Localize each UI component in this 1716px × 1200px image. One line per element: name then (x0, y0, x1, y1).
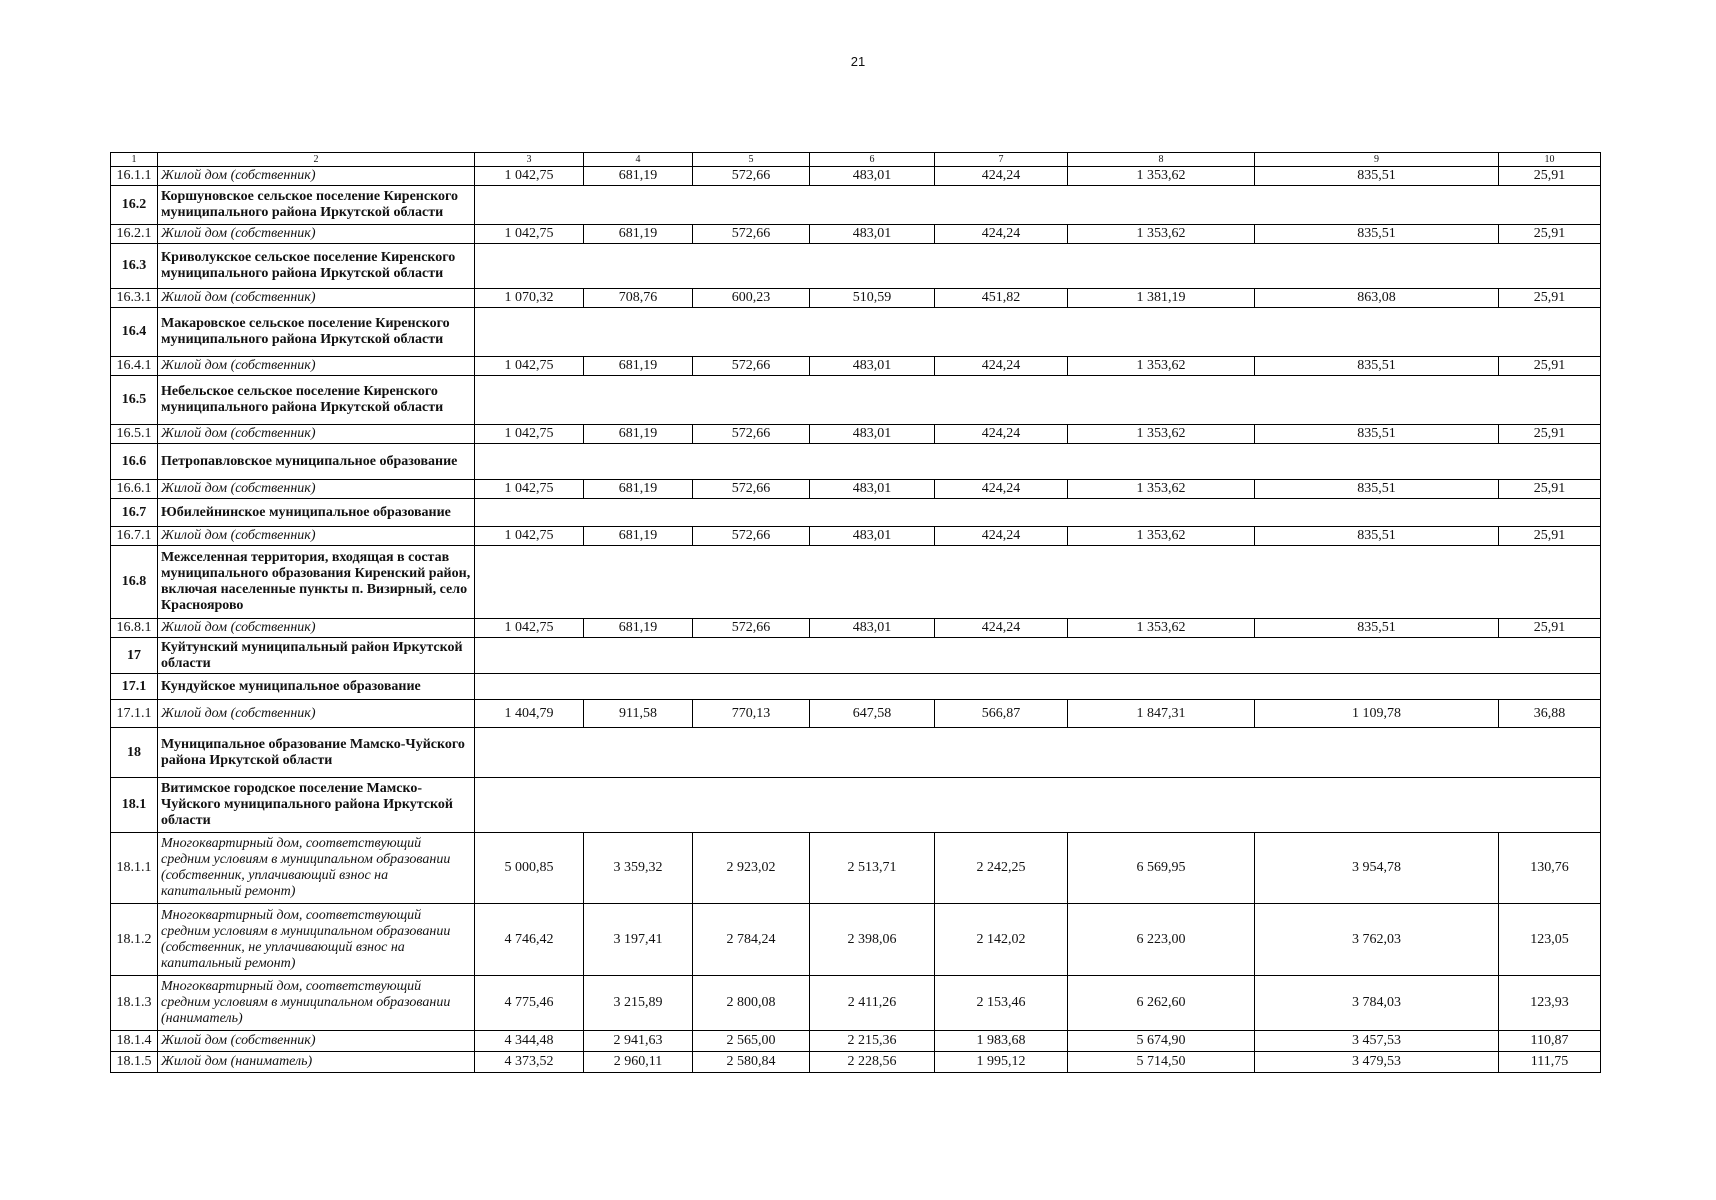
section-row (111, 444, 1601, 480)
housing-type: Жилой дом (собственник) (158, 425, 475, 444)
value-cell-col-6: 2 513,71 (810, 833, 935, 904)
value-cell-col-6: 2 228,56 (810, 1052, 935, 1073)
section-row (111, 546, 1601, 619)
section-name: Витимское городское поселение Мамско-Чуйского муниципального района Иркутской области (158, 778, 475, 833)
table-row (111, 904, 1601, 976)
section-filler (475, 308, 1601, 357)
row-number: 16.8.1 (111, 619, 158, 638)
value-cell-col-10: 123,05 (1499, 904, 1601, 976)
value-cell-col-3: 1 042,75 (475, 527, 584, 546)
table-row (111, 1052, 1601, 1073)
housing-type: Жилой дом (собственник) (158, 225, 475, 244)
value-cell-col-8: 1 353,62 (1068, 619, 1255, 638)
value-cell-col-7: 424,24 (935, 357, 1068, 376)
section-name: Коршуновское сельское поселение Киренского муниципального района Иркутской области (158, 186, 475, 225)
value-cell-col-9: 863,08 (1255, 289, 1499, 308)
value-cell-col-10: 25,91 (1499, 167, 1601, 186)
housing-type: Жилой дом (собственник) (158, 167, 475, 186)
section-filler (475, 244, 1601, 289)
value-cell-col-3: 1 042,75 (475, 425, 584, 444)
value-cell-col-5: 572,66 (693, 619, 810, 638)
value-cell-col-10: 25,91 (1499, 619, 1601, 638)
section-filler (475, 376, 1601, 425)
value-cell-col-3: 1 042,75 (475, 480, 584, 499)
value-cell-col-7: 424,24 (935, 619, 1068, 638)
value-cell-col-3: 1 042,75 (475, 357, 584, 376)
row-number: 16.1.1 (111, 167, 158, 186)
value-cell-col-7: 424,24 (935, 480, 1068, 499)
value-cell-col-10: 25,91 (1499, 289, 1601, 308)
value-cell-col-4: 681,19 (584, 527, 693, 546)
value-cell-col-5: 2 580,84 (693, 1052, 810, 1073)
value-cell-col-4: 3 215,89 (584, 976, 693, 1031)
value-cell-col-4: 681,19 (584, 480, 693, 499)
value-cell-col-7: 566,87 (935, 700, 1068, 728)
value-cell-col-9: 835,51 (1255, 225, 1499, 244)
value-cell-col-4: 708,76 (584, 289, 693, 308)
value-cell-col-3: 4 344,48 (475, 1031, 584, 1052)
housing-type: Жилой дом (собственник) (158, 700, 475, 728)
value-cell-col-6: 2 411,26 (810, 976, 935, 1031)
housing-type: Жилой дом (наниматель) (158, 1052, 475, 1073)
value-cell-col-6: 483,01 (810, 167, 935, 186)
value-cell-col-5: 572,66 (693, 167, 810, 186)
value-cell-col-6: 483,01 (810, 357, 935, 376)
row-number: 16.5 (111, 376, 158, 425)
value-cell-col-6: 510,59 (810, 289, 935, 308)
value-cell-col-5: 572,66 (693, 425, 810, 444)
value-cell-col-5: 2 923,02 (693, 833, 810, 904)
section-name: Муниципальное образование Мамско-Чуйского района Иркутской области (158, 728, 475, 778)
column-header: 1 (111, 153, 158, 167)
table-row (111, 619, 1601, 638)
value-cell-col-4: 681,19 (584, 225, 693, 244)
value-cell-col-8: 1 847,31 (1068, 700, 1255, 728)
value-cell-col-8: 1 353,62 (1068, 357, 1255, 376)
row-number: 18.1.3 (111, 976, 158, 1031)
section-row (111, 674, 1601, 700)
value-cell-col-9: 3 457,53 (1255, 1031, 1499, 1052)
value-cell-col-9: 835,51 (1255, 167, 1499, 186)
section-name: Макаровское сельское поселение Киренского муниципального района Иркутской области (158, 308, 475, 357)
value-cell-col-5: 2 565,00 (693, 1031, 810, 1052)
row-number: 16.6 (111, 444, 158, 480)
column-header: 9 (1255, 153, 1499, 167)
row-number: 18.1.1 (111, 833, 158, 904)
value-cell-col-5: 572,66 (693, 357, 810, 376)
value-cell-col-10: 130,76 (1499, 833, 1601, 904)
value-cell-col-3: 1 042,75 (475, 225, 584, 244)
table-body (111, 167, 1601, 1073)
page-number: 21 (850, 54, 866, 69)
value-cell-col-6: 2 215,36 (810, 1031, 935, 1052)
value-cell-col-5: 2 784,24 (693, 904, 810, 976)
value-cell-col-4: 681,19 (584, 619, 693, 638)
value-cell-col-10: 110,87 (1499, 1031, 1601, 1052)
value-cell-col-6: 483,01 (810, 527, 935, 546)
section-filler (475, 778, 1601, 833)
section-row (111, 376, 1601, 425)
value-cell-col-7: 2 242,25 (935, 833, 1068, 904)
row-number: 16.3.1 (111, 289, 158, 308)
value-cell-col-7: 451,82 (935, 289, 1068, 308)
value-cell-col-7: 424,24 (935, 167, 1068, 186)
row-number: 16.7.1 (111, 527, 158, 546)
value-cell-col-9: 3 784,03 (1255, 976, 1499, 1031)
value-cell-col-8: 5 714,50 (1068, 1052, 1255, 1073)
value-cell-col-9: 835,51 (1255, 527, 1499, 546)
section-row (111, 186, 1601, 225)
section-name: Небельское сельское поселение Киренского муниципального района Иркутской области (158, 376, 475, 425)
row-number: 16.7 (111, 499, 158, 527)
value-cell-col-7: 424,24 (935, 527, 1068, 546)
value-cell-col-7: 1 995,12 (935, 1052, 1068, 1073)
row-number: 17.1.1 (111, 700, 158, 728)
housing-type: Многоквартирный дом, соответствующий средним условиям в муниципальном образовании (собственник, не уплачивающий взнос на капитальный ремонт) (158, 904, 475, 976)
value-cell-col-8: 1 353,62 (1068, 225, 1255, 244)
section-filler (475, 186, 1601, 225)
row-number: 18.1.4 (111, 1031, 158, 1052)
value-cell-col-7: 424,24 (935, 425, 1068, 444)
section-row (111, 728, 1601, 778)
value-cell-col-4: 681,19 (584, 357, 693, 376)
value-cell-col-3: 4 746,42 (475, 904, 584, 976)
value-cell-col-8: 1 381,19 (1068, 289, 1255, 308)
value-cell-col-10: 25,91 (1499, 527, 1601, 546)
value-cell-col-5: 600,23 (693, 289, 810, 308)
value-cell-col-3: 1 042,75 (475, 619, 584, 638)
value-cell-col-7: 1 983,68 (935, 1031, 1068, 1052)
housing-type: Жилой дом (собственник) (158, 619, 475, 638)
table-row (111, 527, 1601, 546)
table-row (111, 225, 1601, 244)
value-cell-col-7: 2 142,02 (935, 904, 1068, 976)
row-number: 18.1 (111, 778, 158, 833)
section-filler (475, 728, 1601, 778)
table-row (111, 167, 1601, 186)
value-cell-col-6: 2 398,06 (810, 904, 935, 976)
section-row (111, 499, 1601, 527)
value-cell-col-9: 835,51 (1255, 619, 1499, 638)
value-cell-col-5: 2 800,08 (693, 976, 810, 1031)
table-row (111, 976, 1601, 1031)
column-header: 8 (1068, 153, 1255, 167)
value-cell-col-8: 1 353,62 (1068, 167, 1255, 186)
value-cell-col-9: 835,51 (1255, 480, 1499, 499)
value-cell-col-6: 483,01 (810, 480, 935, 499)
value-cell-col-9: 3 762,03 (1255, 904, 1499, 976)
value-cell-col-9: 835,51 (1255, 425, 1499, 444)
row-number: 17.1 (111, 674, 158, 700)
value-cell-col-4: 681,19 (584, 425, 693, 444)
section-filler (475, 638, 1601, 674)
housing-type: Жилой дом (собственник) (158, 480, 475, 499)
section-filler (475, 444, 1601, 480)
row-number: 18 (111, 728, 158, 778)
value-cell-col-10: 36,88 (1499, 700, 1601, 728)
value-cell-col-6: 483,01 (810, 425, 935, 444)
section-name: Петропавловское муниципальное образование (158, 444, 475, 480)
section-row (111, 778, 1601, 833)
row-number: 16.2.1 (111, 225, 158, 244)
column-header: 2 (158, 153, 475, 167)
section-filler (475, 546, 1601, 619)
value-cell-col-3: 1 404,79 (475, 700, 584, 728)
value-cell-col-4: 911,58 (584, 700, 693, 728)
value-cell-col-10: 111,75 (1499, 1052, 1601, 1073)
section-name: Межселенная территория, входящая в состав муниципального образования Киренский район, включая населенные пункты п. Визирный, село Красноярово (158, 546, 475, 619)
tariff-table (110, 152, 1601, 1073)
table-row (111, 357, 1601, 376)
table-row (111, 480, 1601, 499)
row-number: 16.6.1 (111, 480, 158, 499)
value-cell-col-3: 4 775,46 (475, 976, 584, 1031)
value-cell-col-5: 572,66 (693, 225, 810, 244)
value-cell-col-10: 25,91 (1499, 225, 1601, 244)
value-cell-col-8: 6 569,95 (1068, 833, 1255, 904)
value-cell-col-9: 3 954,78 (1255, 833, 1499, 904)
column-header: 10 (1499, 153, 1601, 167)
value-cell-col-8: 1 353,62 (1068, 527, 1255, 546)
table-row (111, 289, 1601, 308)
value-cell-col-8: 1 353,62 (1068, 480, 1255, 499)
row-number: 16.5.1 (111, 425, 158, 444)
housing-type: Жилой дом (собственник) (158, 527, 475, 546)
table-row (111, 700, 1601, 728)
section-name: Криволукское сельское поселение Киренского муниципального района Иркутской области (158, 244, 475, 289)
value-cell-col-10: 25,91 (1499, 357, 1601, 376)
value-cell-col-10: 25,91 (1499, 480, 1601, 499)
row-number: 17 (111, 638, 158, 674)
value-cell-col-10: 25,91 (1499, 425, 1601, 444)
housing-type: Многоквартирный дом, соответствующий средним условиям в муниципальном образовании (наниматель) (158, 976, 475, 1031)
value-cell-col-8: 6 223,00 (1068, 904, 1255, 976)
value-cell-col-6: 483,01 (810, 619, 935, 638)
value-cell-col-9: 3 479,53 (1255, 1052, 1499, 1073)
column-header: 3 (475, 153, 584, 167)
value-cell-col-3: 1 042,75 (475, 167, 584, 186)
value-cell-col-7: 424,24 (935, 225, 1068, 244)
value-cell-col-4: 3 197,41 (584, 904, 693, 976)
value-cell-col-3: 4 373,52 (475, 1052, 584, 1073)
column-header: 7 (935, 153, 1068, 167)
value-cell-col-5: 572,66 (693, 527, 810, 546)
section-row (111, 638, 1601, 674)
value-cell-col-10: 123,93 (1499, 976, 1601, 1031)
section-row (111, 244, 1601, 289)
section-filler (475, 499, 1601, 527)
section-row (111, 308, 1601, 357)
row-number: 16.4 (111, 308, 158, 357)
housing-type: Жилой дом (собственник) (158, 1031, 475, 1052)
row-number: 18.1.5 (111, 1052, 158, 1073)
row-number: 18.1.2 (111, 904, 158, 976)
value-cell-col-5: 770,13 (693, 700, 810, 728)
value-cell-col-8: 5 674,90 (1068, 1031, 1255, 1052)
table-header-row (111, 153, 1601, 167)
value-cell-col-6: 647,58 (810, 700, 935, 728)
row-number: 16.2 (111, 186, 158, 225)
section-name: Куйтунский муниципальный район Иркутской области (158, 638, 475, 674)
value-cell-col-4: 2 960,11 (584, 1052, 693, 1073)
row-number: 16.3 (111, 244, 158, 289)
value-cell-col-7: 2 153,46 (935, 976, 1068, 1031)
column-header: 5 (693, 153, 810, 167)
table-row (111, 833, 1601, 904)
row-number: 16.4.1 (111, 357, 158, 376)
column-header: 6 (810, 153, 935, 167)
table-row (111, 425, 1601, 444)
value-cell-col-4: 3 359,32 (584, 833, 693, 904)
value-cell-col-4: 681,19 (584, 167, 693, 186)
row-number: 16.8 (111, 546, 158, 619)
section-name: Юбилейнинское муниципальное образование (158, 499, 475, 527)
table-row (111, 1031, 1601, 1052)
column-header: 4 (584, 153, 693, 167)
value-cell-col-3: 5 000,85 (475, 833, 584, 904)
value-cell-col-4: 2 941,63 (584, 1031, 693, 1052)
value-cell-col-8: 1 353,62 (1068, 425, 1255, 444)
housing-type: Многоквартирный дом, соответствующий средним условиям в муниципальном образовании (собственник, уплачивающий взнос на капитальный ремонт) (158, 833, 475, 904)
value-cell-col-6: 483,01 (810, 225, 935, 244)
section-name: Кундуйское муниципальное образование (158, 674, 475, 700)
value-cell-col-3: 1 070,32 (475, 289, 584, 308)
housing-type: Жилой дом (собственник) (158, 289, 475, 308)
value-cell-col-5: 572,66 (693, 480, 810, 499)
value-cell-col-9: 1 109,78 (1255, 700, 1499, 728)
value-cell-col-8: 6 262,60 (1068, 976, 1255, 1031)
section-filler (475, 674, 1601, 700)
value-cell-col-9: 835,51 (1255, 357, 1499, 376)
housing-type: Жилой дом (собственник) (158, 357, 475, 376)
